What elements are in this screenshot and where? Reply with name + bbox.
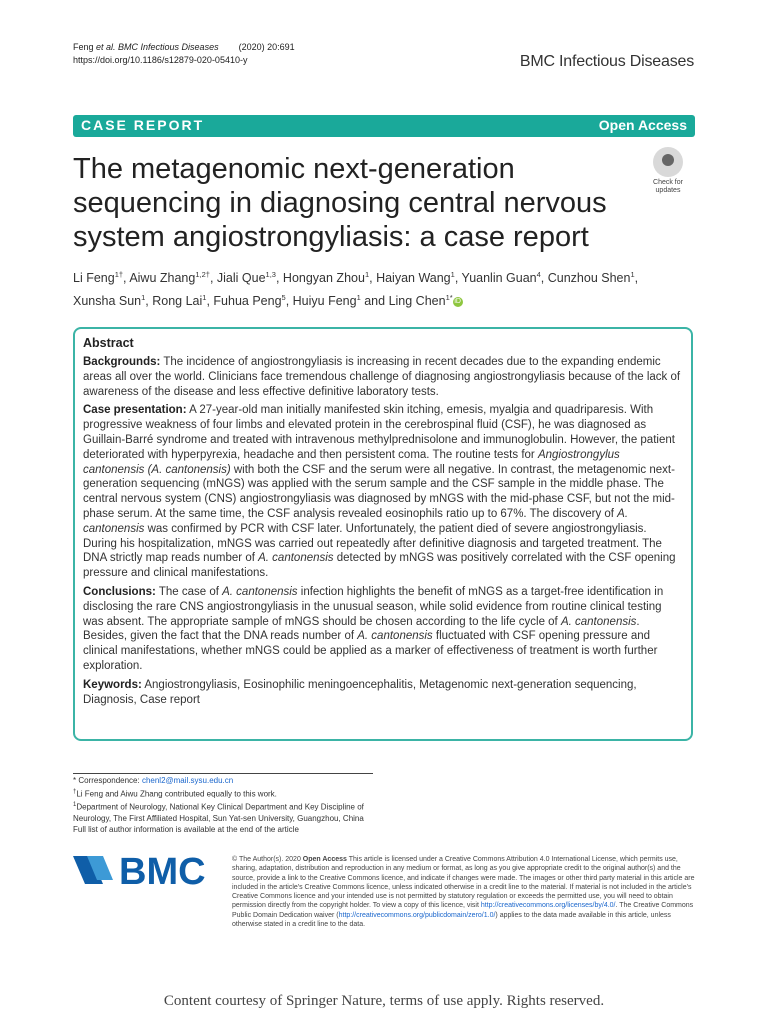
abstract-case-presentation: Case presentation: A 27-year-old man initially manifested skin itching, emesis, myalgia and quadriparesis. With progressive weakness of four limbs and elevated protein in the cerebrospinal fluid (CSF), he was diagnosed as Guillain-Barré syndrome and treated with intravenous methylprednisolone and immunoglobulin. However, the patient deteriorated with hyperpyrexia, headache and then persistent coma. The routine tests for Angiostrongylus cantonensis (A. cantonensis) with both the CSF and the serum were all negative. In contrast, the metagenomic next-generation sequencing (mNGS) was applied with the serum sample and the CSF sample in the middle phase. The central nervous system (CNS) angiostrongyliasis was diagnosed by mNGS with the mid-phase CSF, but not the mid-phase serum. At the same time, the CSF analysis revealed eosinophils ratio up to 67%. The discovery of A. cantonensis was confirmed by PCR with CSF later. Unfortunately, the patient died of severe angiostrongyliasis. During his hospitalization, mNGS was carried out repeatedly after definitive diagnosis and targeted treatment. The DNA strictly map reads number of A. cantonensis detected by mNGS was positively correlated with the CSF opening pressure and clinical manifestations. xyxy=(83,404,676,580)
author-list: Li Feng$^{1\dagger}$, Aiwu Zhang$^{1,2\dagger}$, Jiali Que$^{1,3}$, Hongyan Zhou$^1$, Haiyan Wang$^1$, Yuanlin Guan$^4$, Cunzhou Shen$^1$, Xunsha Sun$^1$, Rong Lai$^1$, Fuhua Peng$^5$, Huiyu Feng$^1$ and Ling Chen$^{1*}$ iD xyxy=(73,270,639,309)
footnotes xyxy=(73,775,393,836)
author[interactable]: Hongyan Zhou$^1$ xyxy=(282,270,370,286)
doi-link[interactable]: https://doi.org/10.1186/s12879-020-05410-y xyxy=(73,55,248,65)
correspondence: * Correspondence: chenl2@mail.sysu.edu.cn xyxy=(73,776,234,785)
case-report-label: CASE REPORT xyxy=(81,117,205,133)
check-for-updates-badge[interactable] xyxy=(642,147,694,199)
author[interactable]: Rong Lai$^1$ xyxy=(152,293,207,309)
affiliation-note: $^1$Department of Neurology, National Key Clinical Department and Key Discipline of Neurology, The First Affiliated Hospital, Sun Yat-sen University, Guangzhou, China xyxy=(73,801,364,823)
cite-authors: Feng xyxy=(73,42,97,52)
springer-courtesy-notice: Content courtesy of Springer Nature, terms of use apply. Rights reserved. xyxy=(163,993,605,1009)
article-type-banner xyxy=(73,115,695,137)
author[interactable]: Haiyan Wang$^1$ xyxy=(376,270,455,286)
author[interactable]: Huiyu Feng$^1$ xyxy=(292,293,361,309)
bmc-logo xyxy=(73,850,223,890)
abstract-keywords: Keywords: Angiostrongyliasis, Eosinophilic meningoencephalitis, Metagenomic next-generation sequencing, Diagnosis, Case report xyxy=(83,678,637,706)
abstract-heading: Abstract xyxy=(83,336,134,350)
license-link-zero[interactable]: http://creativecommons.org/publicdomain/zero/1.0/ xyxy=(338,911,496,919)
author[interactable]: Fuhua Peng$^5$ xyxy=(213,293,286,309)
author[interactable]: Ling Chen$^{1*}$ xyxy=(388,293,453,309)
authors-and: and xyxy=(364,294,386,309)
check-updates-line2: updates xyxy=(655,187,681,194)
cite-etal: et al. xyxy=(96,42,116,52)
bmc-logo-text: BMC xyxy=(119,851,206,890)
author[interactable]: Aiwu Zhang$^{1,2\dagger}$ xyxy=(129,270,210,286)
correspondence-email-link[interactable]: chenl2@mail.sysu.edu.cn xyxy=(141,776,234,785)
check-updates-icon xyxy=(653,147,683,177)
license-statement: © The Author(s). 2020 Open Access This article is licensed under a Creative Commons Attribution 4.0 International License, which permits use, sharing, adaptation, distribution and reproduction in any medium or format, as long as you give appropriate credit to the original author(s) and the source, provide a link to the Creative Commons licence, and indicate if changes were made. The images or other third party material in this article are included in the article's Creative Commons licence, unless indicated otherwise in a credit line to the material. If material is not included in the article's Creative Commons licence and your intended use is not permitted by statutory regulation or exceeds the permitted use, you will need to obtain permission directly from the copyright holder. To view a copy of this licence, visit http://creativecommons.org/licenses/by/4.0/. The Creative Commons Public Domain Dedication waiver (http://creativecommons.org/publicdomain/zero/1.0/) applies to the data made available in this article, unless otherwise stated in a credit line to the data. xyxy=(232,856,695,929)
open-access-label: Open Access xyxy=(598,117,687,133)
footnote-divider xyxy=(73,773,373,774)
orcid-icon[interactable]: iD xyxy=(454,298,461,306)
full-list-note: Full list of author information is available at the end of the article xyxy=(73,825,299,835)
author[interactable]: Cunzhou Shen$^1$ xyxy=(547,270,635,286)
abstract-conclusions: Conclusions: The case of A. cantonensis infection highlights the benefit of mNGS as a target-free identification in disclosing the rare CNS angiostrongyliasis in the unusual season, while solid evidence from routine clinical testing was absent. The appropriate sample of mNGS should be chosen according to the life cycle of A. cantonensis. Besides, given the fact that the DNA reads number of A. cantonensis fluctuated with CSF opening pressure and clinical manifestations, whether mNGS could be applied as a marker of effectiveness of treatment is worth further exploration. xyxy=(83,585,664,672)
license-link-by[interactable]: http://creativecommons.org/licenses/by/4.0/ xyxy=(480,902,616,910)
cite-journal: BMC Infectious Diseases xyxy=(115,42,219,52)
author[interactable]: Jiali Que$^{1,3}$ xyxy=(216,270,276,286)
journal-name: BMC Infectious Diseases xyxy=(519,53,694,70)
citation-header xyxy=(73,41,295,67)
cite-year-volume: (2020) 20:691 xyxy=(238,42,295,52)
article-title: The metagenomic next-generation sequencing in diagnosing central nervous system angiostrongyliasis: a case report xyxy=(73,153,607,253)
check-updates-line1: Check for xyxy=(653,179,683,186)
author[interactable]: Yuanlin Guan$^4$ xyxy=(461,270,541,286)
equal-contribution-note: †Li Feng and Aiwu Zhang contributed equally to this work. xyxy=(73,788,277,799)
abstract-backgrounds: Backgrounds: The incidence of angiostrongyliasis is increasing in recent decades due to the expanding endemic areas all over the world. Clinicians face tremendous challenge of diagnosing angiostrongyliasis because of the lack of awareness of the disease and less effective definitive laboratory tests. xyxy=(83,356,681,398)
abstract-box xyxy=(73,327,693,741)
author[interactable]: Li Feng$^{1\dagger}$ xyxy=(73,270,124,286)
author[interactable]: Xunsha Sun$^1$ xyxy=(73,293,146,309)
